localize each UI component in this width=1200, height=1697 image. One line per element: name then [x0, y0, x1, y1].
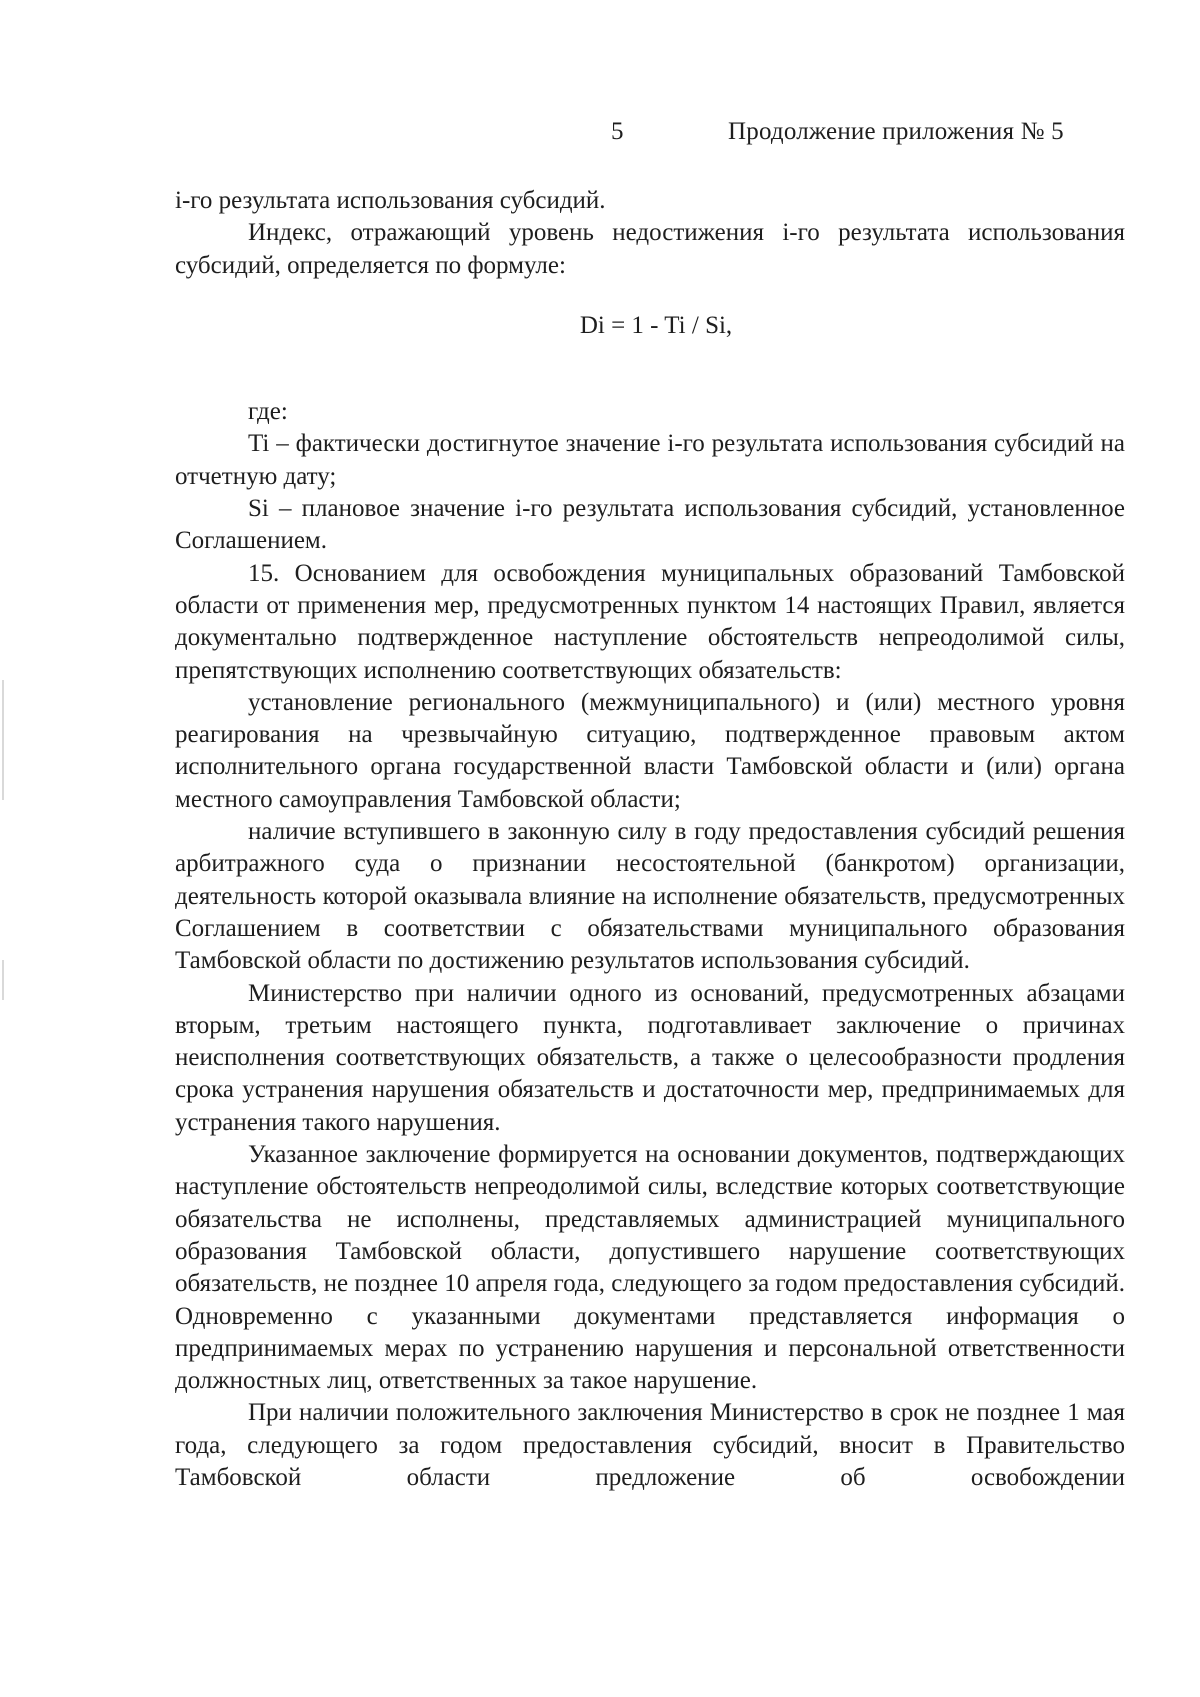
- page-number: 5: [611, 118, 624, 145]
- paragraph: При наличии положительного заключения Министерство в срок не позднее 1 мая года, следующего за годом предоставления субсидий, вносит в Правительство Тамбовской области предложение об освобождении: [175, 1399, 1125, 1491]
- paragraph: Индекс, отражающий уровень недостижения i-го результата использования субсидий, определяется по формуле:: [175, 219, 1125, 279]
- appendix-caption: Продолжение приложения № 5: [728, 118, 1064, 145]
- formula: Di = 1 - Ti / Si,: [579, 311, 733, 339]
- paragraph: Указанное заключение формируется на основании документов, подтверждающих наступление обстоятельств непреодолимой силы, вследствие которых соответствующие обязательства не исполнены, представляемых администрацией муниципального образования Тамбовской области, допустившего нарушение соответствующих обязательств, не позднее 10 апреля года, следующего за годом предоставления субсидий. Одновременно с указанными документами представляется информация о предпринимаемых мерах по устранению нарушения и персональной ответственности должностных лиц, ответственных за такое нарушение.: [175, 1141, 1125, 1395]
- paragraph: Ti – фактически достигнутое значение i-го результата использования субсидий на отчетную дату;: [175, 430, 1125, 490]
- paragraph: Si – плановое значение i-го результата использования субсидий, установленное Соглашением.: [175, 495, 1125, 555]
- document-body: [175, 185, 1125, 1494]
- scan-edge-mark: [2, 680, 4, 800]
- paragraph: наличие вступившего в законную силу в году предоставления субсидий решения арбитражного суда о признании несостоятельной (банкротом) организации, деятельность которой оказывала влияние на исполнение обязательств, предусмотренных Соглашением в соответствии с обязательствами муниципального образования Тамбовской области по достижению результатов использования субсидий.: [175, 818, 1125, 975]
- paragraph: установление регионального (межмуниципального) и (или) местного уровня реагирования на чрезвычайную ситуацию, подтвержденное правовым актом исполнительного органа государственной власти Тамбовской области и (или) органа местного самоуправления Тамбовской области;: [175, 688, 1125, 813]
- scan-edge-mark: [2, 960, 4, 1000]
- paragraph: Министерство при наличии одного из оснований, предусмотренных абзацами вторым, третьим настоящего пункта, подготавливает заключение о причинах неисполнения соответствующих обязательств, а также о целесообразности продления срока устранения нарушения обязательств и достаточности мер, предпринимаемых для устранения такого нарушения.: [175, 979, 1125, 1136]
- page-header: [0, 118, 1200, 158]
- paragraph: 15. Основанием для освобождения муниципальных образований Тамбовской области от применения мер, предусмотренных пунктом 14 настоящих Правил, является документально подтвержденное наступление обстоятельств непреодолимой силы, препятствующих исполнению соответствующих обязательств:: [175, 559, 1125, 684]
- paragraph: где:: [248, 398, 288, 426]
- paragraph: i-го результата использования субсидий.: [175, 187, 606, 214]
